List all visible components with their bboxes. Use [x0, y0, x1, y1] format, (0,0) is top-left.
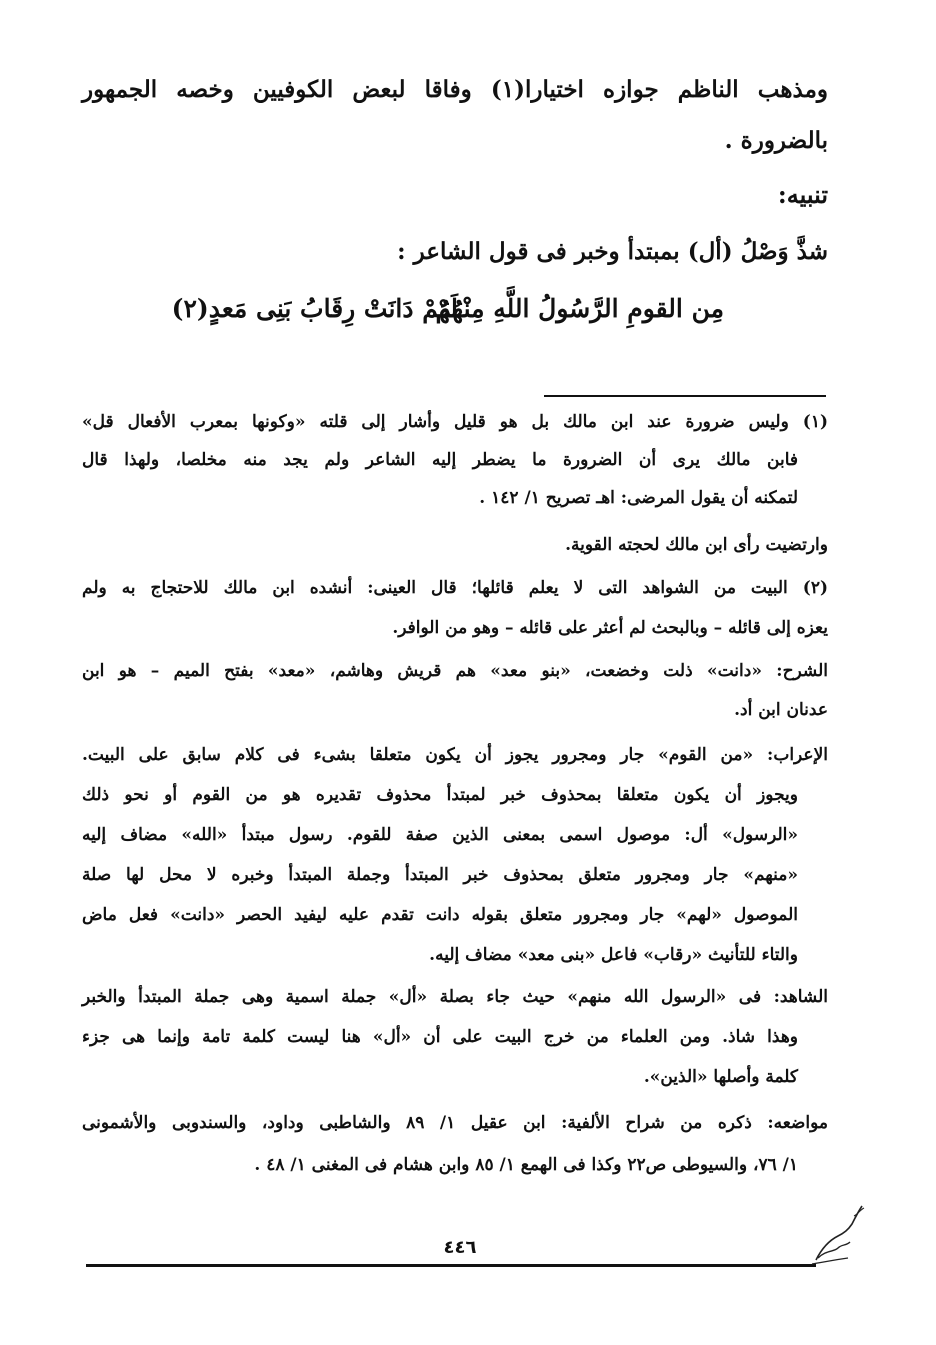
page-number: ٤٤٦ — [443, 1237, 477, 1258]
verse-second-hemistich: لَهُمْ دَانَتْ رِقَابُ بَنِى مَعدٍ(٢) — [171, 294, 458, 323]
sharh-line: الشرح: «دانت» ذلت وخضعت، «بنو معد» هم قريش وهاشم، «معد» بفتح الميم – هو ابن — [82, 661, 828, 681]
footnote-line: يعزه إلى قائله – وبالبحث لم أعثر على قائله – وهو من الوافر. — [392, 618, 828, 638]
shahid-line: وهذا شاذ. ومن العلماء من خرج البيت على أن «أل» هنا ليست كلمة تامة وإنما هى جزء — [82, 1027, 798, 1047]
main-paragraph-line: ومذهب الناظم جوازه اختيارا(١) وفاقا لبعض الكوفيين وخصه الجمهور — [82, 76, 828, 103]
irab-line: الإعراب: «من القوم» جار ومجرور يجوز أن يكون متعلقا بشىء فى كلام سابق على البيت. — [82, 745, 828, 765]
irab-line: ويجوز أن يكون متعلقا بمحذوف خبر لمبتدأ محذوف تقديره هو من القوم أو نحو ذلك — [82, 785, 798, 805]
handwritten-mark-icon — [808, 1200, 868, 1270]
sharh-line: عدنان ابن أد. — [734, 700, 828, 720]
shahid-line: كلمة وأصلها «الذين». — [643, 1067, 798, 1087]
irab-line: الموصول «لهم» جار ومجرور متعلق بقوله دانت تقدم عليه ليفيد الحصر «دانت» فعل ماض — [82, 905, 798, 925]
shahid-line: الشاهد: فى «الرسول الله منهم» حيث جاء بصلة «أل» جملة اسمية وهى جملة المبتدأ والخبر — [82, 987, 828, 1007]
main-paragraph-line: بالضرورة . — [724, 127, 828, 154]
bottom-rule — [86, 1264, 816, 1267]
main-paragraph-line: شذَّ وَصْلُ (أل) بمبتدأ وخبر فى قول الشاعر : — [397, 238, 828, 265]
mawadi-line: مواضعه: ذكره من شراح الألفية: ابن عقيل ١/ ٨٩ والشاطبى وداود، والسندوبى والأشمونى — [82, 1113, 828, 1133]
footnote-line: (١) وليس ضرورة عند ابن مالك بل هو قليل وأشار إلى قلته «وكونها بمعرب الأفعال قل» — [82, 412, 828, 432]
verse-first-hemistich: مِن القومِ الرَّسُولُ اللَّهِ مِنْهُمْ — [435, 294, 724, 323]
footnote-line: لتمكنه أن يقول المرضى: اهـ تصريح ١/ ١٤٢ . — [479, 488, 798, 508]
irab-line: والتاء للتأنيث «رقاب» فاعل «بنى معد» مضاف إليه. — [429, 945, 798, 965]
footnote-line: (٢) البيت من الشواهد التى لا يعلم قائلها؛ قال العينى: أنشده ابن مالك للاحتجاج به ولم — [82, 578, 828, 598]
irab-line: «منهم» جار ومجرور متعلق بمحذوف خبر المبتدأ وجملة المبتدأ وخبره لا محل لها صلة — [82, 865, 798, 885]
footnote-line: فابن مالك يرى أن الضرورة ما يضطر إليه الشاعر ولم يجد منه مخلصا، ولهذا قال — [82, 450, 798, 470]
section-heading: تنبيه: — [777, 180, 828, 209]
mawadi-line: ١/ ٧٦، والسيوطى ص٢٢ وكذا فى الهمع ١/ ٨٥ وابن هشام فى المغنى ١/ ٤٨ . — [254, 1155, 798, 1175]
footnote-separator — [544, 395, 826, 397]
footnote-line: وارتضيت رأى ابن مالك لحجته القوية. — [565, 535, 828, 555]
irab-line: «الرسول» أل: موصول اسمى بمعنى الذين صفة للقوم. رسول مبتدأ «الله» مضاف إليه — [82, 825, 798, 845]
